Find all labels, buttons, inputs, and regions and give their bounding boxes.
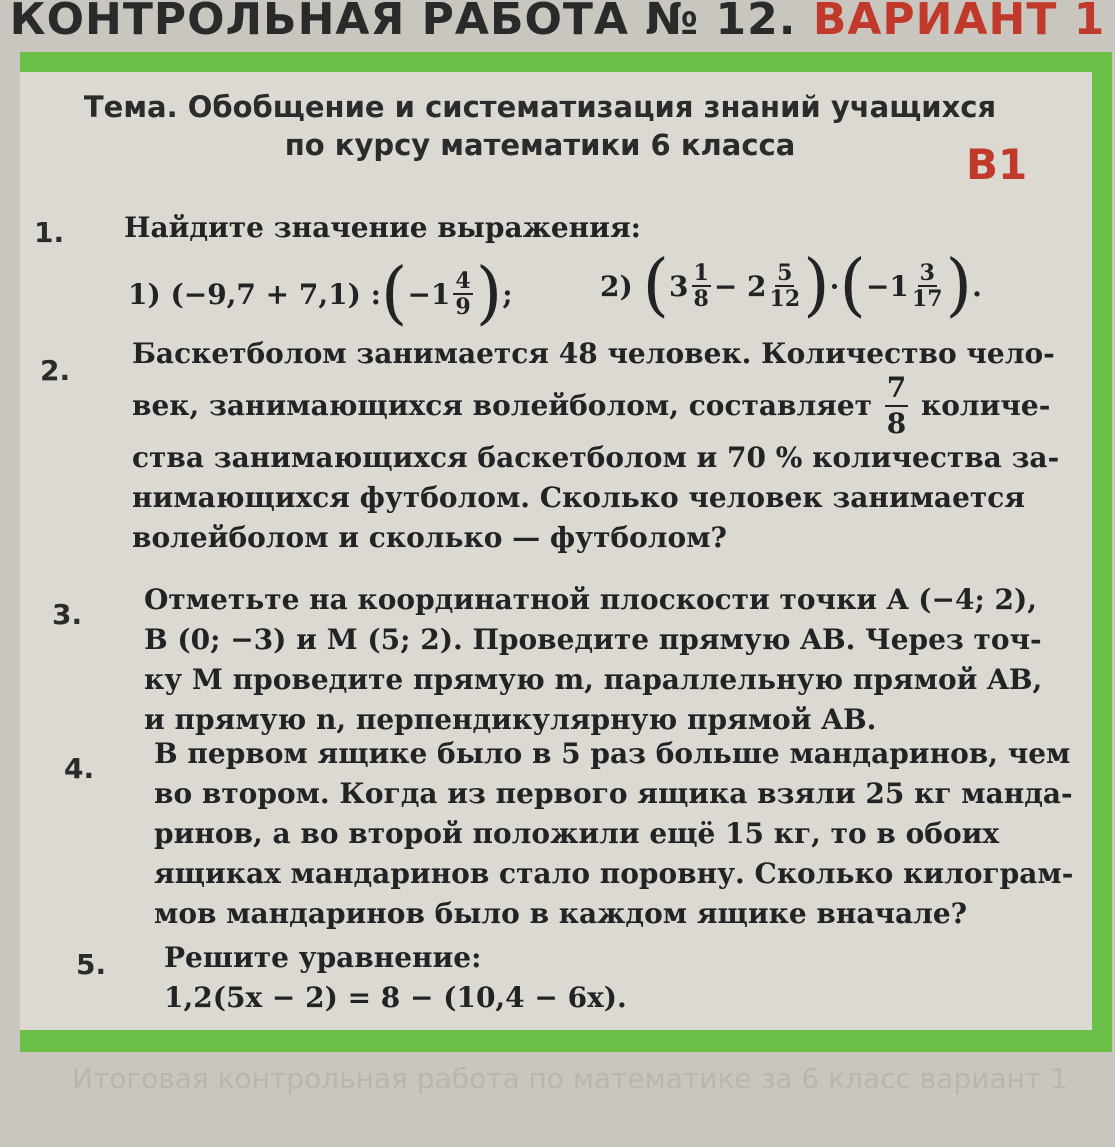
expr-2-a-whole: 3 bbox=[669, 269, 689, 303]
fraction-denominator: 17 bbox=[911, 286, 943, 312]
expr-2-b-whole: 2 bbox=[747, 269, 767, 303]
task-4-line-4: ящиках мандаринов стало поровну. Сколько килограм- bbox=[154, 857, 1074, 890]
expr-1-suffix: ; bbox=[502, 277, 513, 311]
fraction-denominator: 12 bbox=[769, 286, 801, 312]
left-paren: ( bbox=[642, 246, 670, 325]
expr-1-prefix: (−9,7 + 7,1) : bbox=[170, 277, 381, 311]
expr-2-op: − bbox=[713, 269, 738, 303]
expr-2-a-fraction bbox=[692, 261, 711, 311]
task-3-line-3: ку M проведите прямую m, параллельную прямой AB, bbox=[144, 663, 1043, 696]
fraction-denominator: 8 bbox=[886, 407, 907, 440]
topic-line-2: по курсу математики 6 класса bbox=[284, 128, 796, 162]
task-1-expression-1 bbox=[128, 254, 513, 334]
task-1-prompt: Найдите значение выражения: bbox=[124, 211, 641, 244]
variant-badge: В1 bbox=[966, 140, 1028, 189]
task-2-line-1: Баскетболом занимается 48 человек. Количество чело- bbox=[132, 337, 1055, 370]
worksheet-title: КОНТРОЛЬНАЯ РАБОТА № 12. bbox=[9, 0, 797, 45]
task-2-line-4: нимающихся футболом. Сколько человек занимается bbox=[132, 481, 1025, 514]
task-2-line-3: ства занимающихся баскетболом и 70 % количества за- bbox=[132, 441, 1060, 474]
task-4-line-1: В первом ящике было в 5 раз больше мандаринов, чем bbox=[154, 737, 1071, 770]
task-4-text bbox=[154, 734, 1074, 934]
task-4-line-5: мов мандаринов было в каждом ящике вначале? bbox=[154, 897, 968, 930]
task-3-line-2: B (0; −3) и M (5; 2). Проведите прямую AB. Через точ- bbox=[144, 623, 1042, 656]
task-5-number: 5. bbox=[76, 948, 107, 981]
task-1-number: 1. bbox=[34, 216, 65, 249]
caption-footer: Итоговая контрольная работа по математике за 6 класс вариант 1 bbox=[72, 1062, 1068, 1095]
task-3-number: 3. bbox=[52, 598, 83, 631]
task-2-line-2b: количе- bbox=[921, 389, 1051, 422]
topic-line-1: Тема. Обобщение и систематизация знаний учащихся bbox=[83, 90, 997, 124]
task-4-line-2: во втором. Когда из первого ящика взяли 25 кг манда- bbox=[154, 777, 1073, 810]
expr-2-c-fraction bbox=[912, 261, 943, 311]
task-5-equation: 1,2(5x − 2) = 8 − (10,4 − 6x). bbox=[164, 981, 627, 1014]
task-2-line-2a: век, занимающихся волейболом, составляет bbox=[132, 389, 873, 422]
left-paren: ( bbox=[839, 246, 866, 325]
task-5-text bbox=[164, 938, 1064, 1018]
expr-1-label: 1) bbox=[128, 277, 161, 311]
expr-2-suffix: . bbox=[972, 269, 982, 303]
task-2-line-2 bbox=[132, 371, 1072, 440]
right-paren: ) bbox=[475, 254, 503, 333]
task-2-fraction bbox=[885, 371, 908, 441]
right-paren: ) bbox=[803, 246, 830, 325]
task-3-line-4: и прямую n, перпендикулярную прямой AB. bbox=[144, 703, 877, 736]
expr-2-b-fraction bbox=[770, 261, 801, 311]
fraction-numerator: 1 bbox=[693, 260, 709, 286]
task-5-line-1: Решите уравнение: bbox=[164, 941, 482, 974]
expr-2-label: 2) bbox=[600, 269, 633, 303]
variant-label: ВАРИАНТ 1 bbox=[812, 0, 1106, 45]
fraction-numerator: 7 bbox=[885, 371, 908, 407]
expr-1-whole: −1 bbox=[407, 277, 451, 311]
expr-2-c-whole: −1 bbox=[865, 269, 909, 303]
left-paren: ( bbox=[380, 254, 408, 333]
task-3-text bbox=[144, 580, 1074, 740]
expr-2-dot: · bbox=[829, 269, 840, 303]
task-3-line-1: Отметьте на координатной плоскости точки A (−4; 2), bbox=[144, 583, 1038, 616]
task-4-line-3: ринов, а во второй положили ещё 15 кг, то в обоих bbox=[154, 817, 1000, 850]
fraction-numerator: 4 bbox=[455, 268, 471, 294]
task-2-number: 2. bbox=[40, 354, 71, 387]
expr-1-fraction bbox=[453, 269, 472, 319]
fraction-denominator: 9 bbox=[455, 294, 471, 320]
task-1-expression-2 bbox=[600, 246, 982, 326]
task-2-text bbox=[132, 334, 1072, 558]
task-4-number: 4. bbox=[64, 752, 95, 785]
right-paren: ) bbox=[945, 246, 973, 325]
worksheet-header bbox=[0, 0, 1115, 45]
fraction-numerator: 5 bbox=[777, 260, 793, 286]
task-2-line-5: волейболом и сколько — футболом? bbox=[132, 521, 727, 554]
fraction-denominator: 8 bbox=[693, 286, 709, 312]
fraction-numerator: 3 bbox=[919, 260, 935, 286]
topic-heading bbox=[60, 88, 1020, 164]
